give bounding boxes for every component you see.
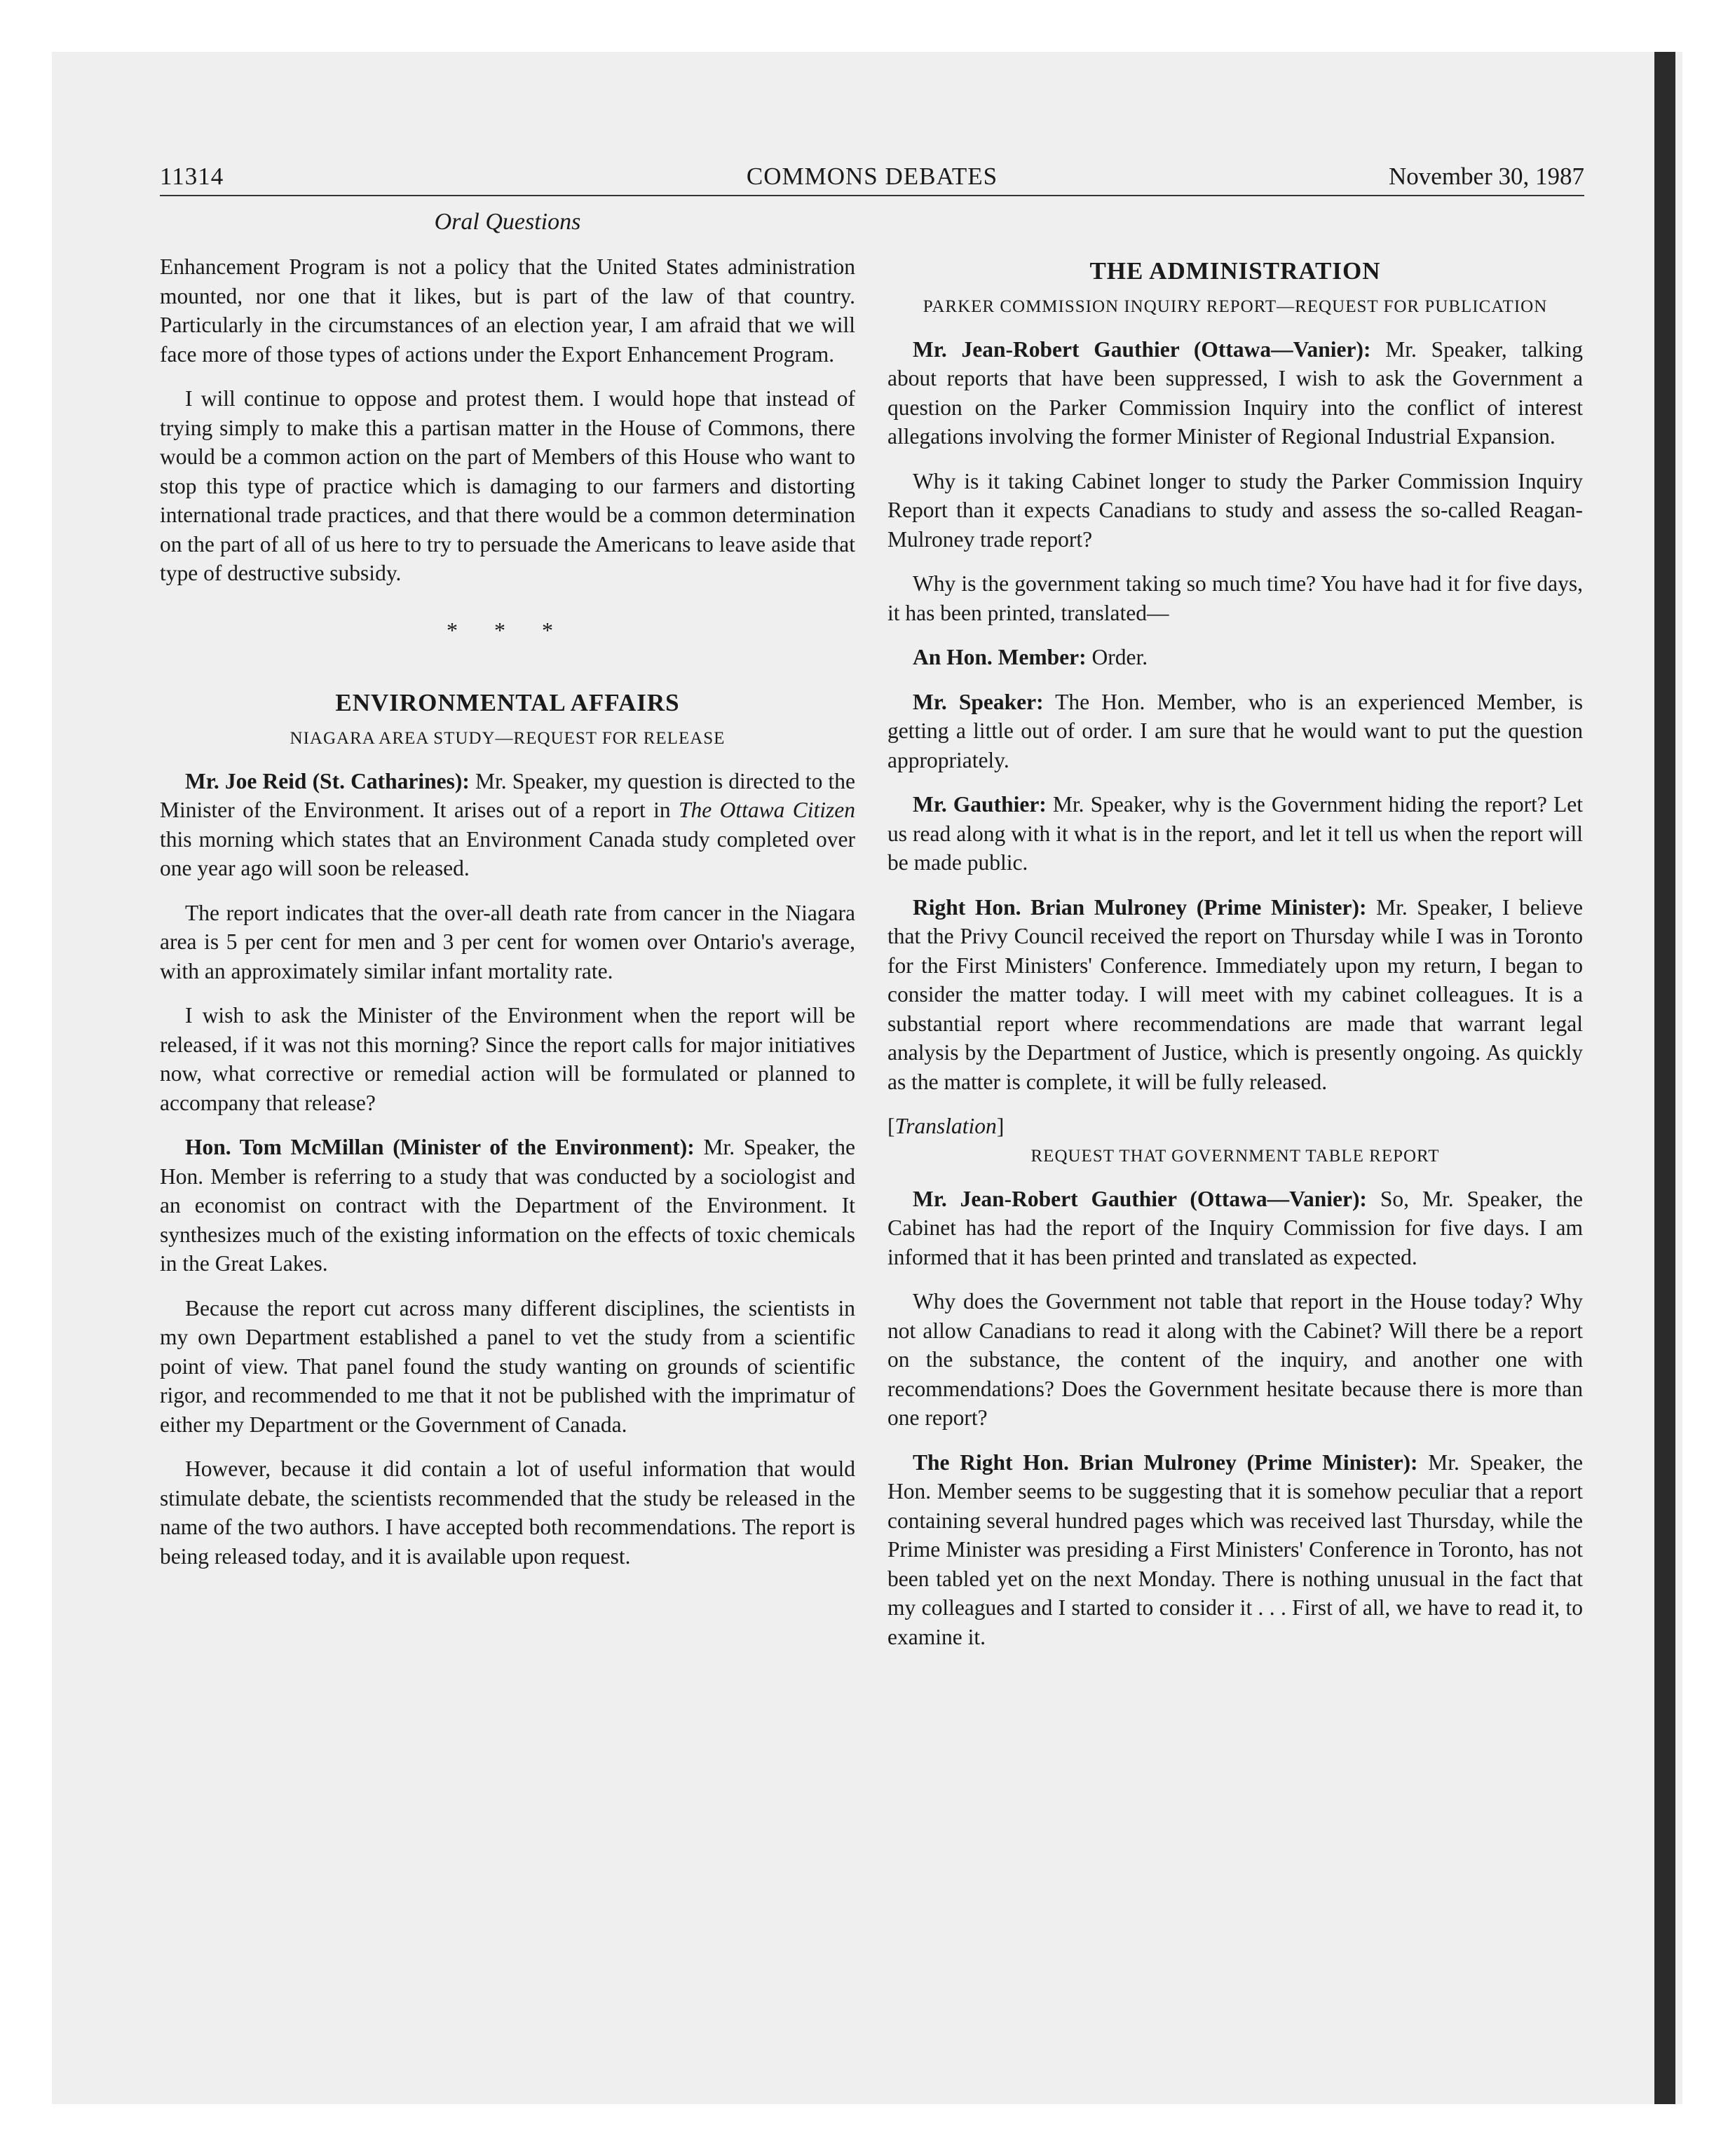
left-column [160, 252, 855, 1586]
paragraph: Why is the government taking so much time? You have had it for five days, it has been printed, translated— [887, 571, 1583, 625]
speaker-name: Mr. Joe Reid (St. Catharines): [185, 768, 470, 793]
paragraph: Why does the Government not table that report in the House today? Why not allow Canadians to read it along with the Cabinet? Will there be a report on the substance, the content of the inquiry, and another one with recommendations? Does the Government hesitate because there is more than one report? [887, 1289, 1583, 1430]
paragraph: Because the report cut across many different disciplines, the scientists in my own Department established a panel to vet the study from a scientific point of view. That panel found the study wanting on grounds of scientific rigor, and recommended to me that it not be published with the imprimatur of either my Department or the Government of Canada. [160, 1295, 855, 1437]
right-column [887, 252, 1583, 1667]
speaker-name: Mr. Speaker: [913, 689, 1044, 714]
paragraph: Mr. Jean-Robert Gauthier (Ottawa—Vanier): Mr. Speaker, talking about reports that have been suppressed, I wish to ask the Government a question on the Parker Commission Inquiry into the conflict of interest allegations involving the former Minister of Regional Industrial Expansion. [887, 336, 1583, 449]
subsection-heading: NIAGARA AREA STUDY—REQUEST FOR RELEASE [290, 728, 726, 748]
section-heading: THE ADMINISTRATION [1089, 257, 1381, 285]
paragraph: Right Hon. Brian Mulroney (Prime Minister): Mr. Speaker, I believe that the Privy Council received the report on Thursday while I was in Toronto for the First Ministers' Conference. Immediately upon my return, I began to consider the matter today. I will meet with my cabinet colleagues. It is a substantial report where recommendations are made that warrant legal analysis by the Department of Justice, which is presently ongoing. As quickly as the matter is complete, it will be fully released. [887, 894, 1584, 1094]
translation-marker: [Translation] [887, 1114, 1005, 1138]
journal-title: COMMONS DEBATES [746, 163, 998, 190]
paragraph: I wish to ask the Minister of the Environment when the report will be released, if it was not this morning? Since the report calls for major initiatives now, what corrective or remedial action will be formulated or planned to accompany that release? [160, 1003, 855, 1115]
paragraph: An Hon. Member: Order. [913, 645, 1148, 669]
scan-edge-bar [1654, 52, 1675, 2104]
paragraph: Mr. Speaker: The Hon. Member, who is an experienced Member, is getting a little out of order. I am sure that he would want to put the question appropriately. [887, 689, 1584, 772]
section-separator: * * * [447, 617, 569, 643]
speaker-name: Mr. Gauthier: [913, 792, 1047, 817]
paragraph: Why is it taking Cabinet longer to study the Parker Commission Inquiry Report than it expects Canadians to study and assess the so-called Reagan-Mulroney trade report? [887, 468, 1583, 552]
paragraph: The Right Hon. Brian Mulroney (Prime Minister): Mr. Speaker, the Hon. Member seems to be suggesting that it is somehow peculiar that a report containing several hundred pages which was received last Thursday, while the Prime Minister was presiding a First Ministers' Conference in Toronto, has not been tabled yet on the next Monday. There is nothing unusual in the fact that my colleagues and I started to consider it . . . First of all, we have to read it, to examine it. [887, 1449, 1583, 1649]
speaker-name: Right Hon. Brian Mulroney (Prime Minister): [913, 894, 1367, 920]
paragraph: Mr. Jean-Robert Gauthier (Ottawa—Vanier): So, Mr. Speaker, the Cabinet has had the report of the Inquiry Commission for five days. I am informed that it has been printed and translated as expected. [887, 1186, 1584, 1269]
publication-title: The Ottawa Citizen [678, 798, 855, 822]
header-date: November 30, 1987 [1389, 163, 1584, 190]
page-number: 11314 [160, 163, 224, 190]
paragraph: Enhancement Program is not a policy that the United States administration mounted, nor one that it likes, but is part of the law of that country. Particularly in the circumstances of an election year, I am afraid that we will face more of those types of actions under the Export Enhancement Program. [160, 254, 855, 367]
paragraph: Mr. Gauthier: Mr. Speaker, why is the Government hiding the report? Let us read along with it what is in the report, and let it tell us when the report will be made public. [887, 792, 1583, 875]
page-header [160, 158, 1584, 196]
paragraph: Hon. Tom McMillan (Minister of the Environment): Mr. Speaker, the Hon. Member is referring to a study that was conducted by a sociologist and an economist on contract with the Department of the Environment. It synthesizes much of the existing information on the effects of toxic chemicals in the Great Lakes. [160, 1135, 856, 1276]
subsection-heading: PARKER COMMISSION INQUIRY REPORT—REQUEST FOR PUBLICATION [923, 296, 1548, 316]
paragraph: The report indicates that the over-all death rate from cancer in the Niagara area is 5 per cent for men and 3 per cent for women over Ontario's average, with an approximately similar infant mortality rate. [160, 900, 855, 983]
paragraph: However, because it did contain a lot of useful information that would stimulate debate, the scientists recommended that the study be released in the name of the two authors. I have accepted both recommendations. The report is being released today, and it is available upon request. [160, 1456, 855, 1569]
speaker-name: An Hon. Member: [913, 645, 1087, 669]
subsection-heading: REQUEST THAT GOVERNMENT TABLE REPORT [1030, 1146, 1440, 1166]
section-heading: ENVIRONMENTAL AFFAIRS [335, 689, 680, 716]
speaker-name: The Right Hon. Brian Mulroney (Prime Minister): [913, 1449, 1418, 1475]
speaker-name: Hon. Tom McMillan (Minister of the Environment): [185, 1135, 695, 1159]
paragraph: I will continue to oppose and protest them. I would hope that instead of trying simply to make this a partisan matter in the House of Commons, there would be a common action on the part of Members of this House who want to stop this type of practice which is damaging to our farmers and distorting international trade practices, and that there would be a common determination on the part of all of us here to try to persuade the Americans to leave aside that type of destructive subsidy. [160, 386, 855, 585]
running-head: Oral Questions [434, 209, 581, 235]
speaker-name: Mr. Jean-Robert Gauthier (Ottawa—Vanier): [913, 1186, 1367, 1211]
paragraph: Mr. Joe Reid (St. Catharines): Mr. Speaker, my question is directed to the Minister of the Environment. It arises out of a report in The Ottawa Citizen this morning which states that an Environment Canada study completed over one year ago will soon be released. [160, 768, 855, 880]
speaker-name: Mr. Jean-Robert Gauthier (Ottawa—Vanier): [913, 336, 1371, 362]
